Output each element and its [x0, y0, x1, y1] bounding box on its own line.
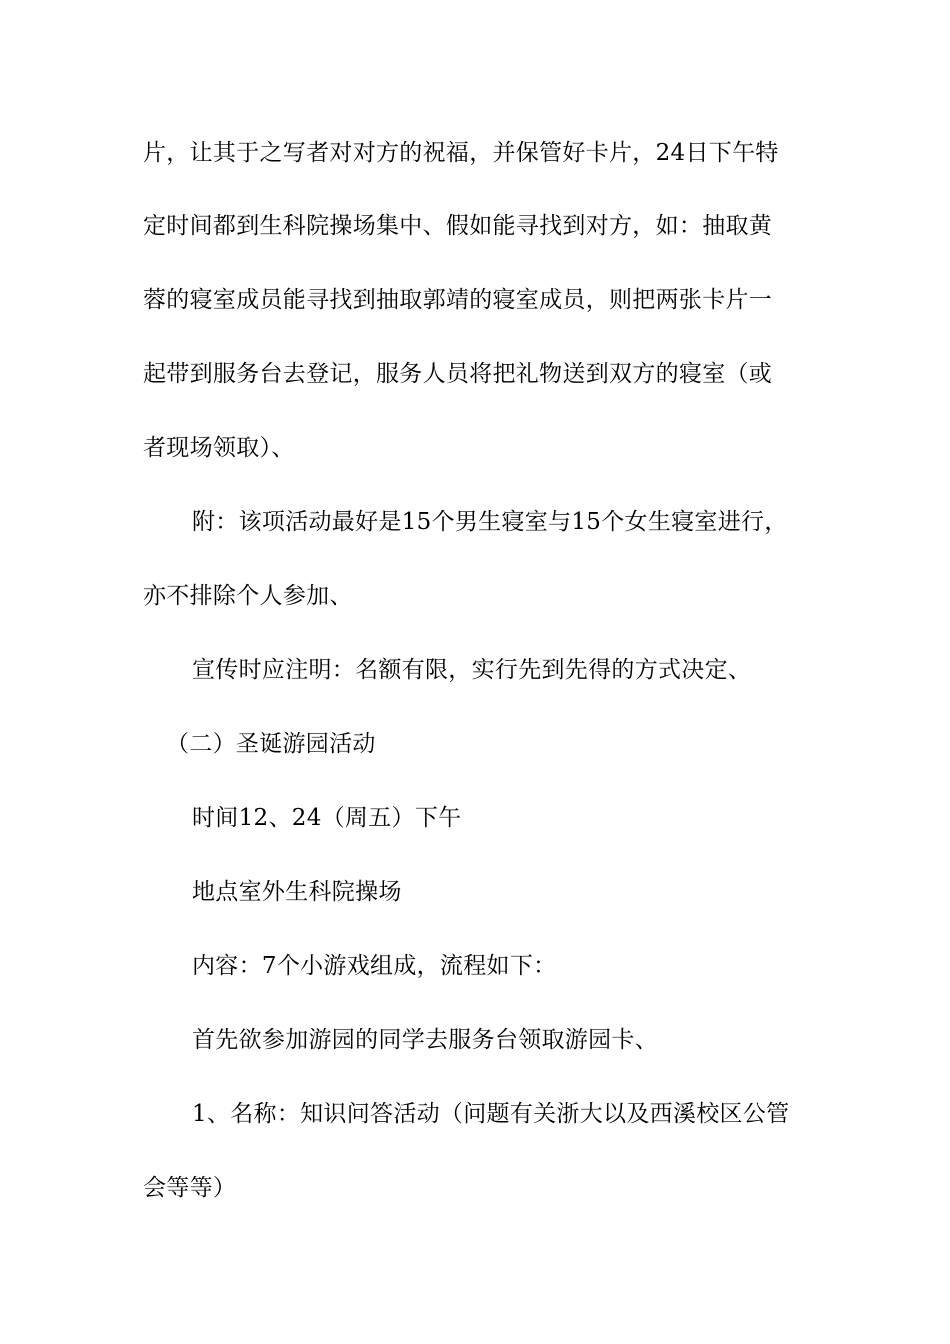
paragraph-line: 首先欲参加游园的同学去服务台领取游园卡、: [192, 1027, 658, 1053]
paragraph-line: 定时间都到生科院操场集中、假如能寻找到对方，如：抽取黄: [143, 213, 773, 239]
paragraph-line: 起带到服务台去登记，服务人员将把礼物送到双方的寝室（或: [143, 361, 773, 387]
section-heading: （二）圣诞游园活动: [166, 731, 376, 757]
paragraph-line: 片，让其于之写者对对方的祝福，并保管好卡片，24日下午特: [143, 140, 779, 166]
paragraph-line: 1、名称：知识问答活动（问题有关浙大以及西溪校区公管: [192, 1101, 790, 1127]
paragraph-line: 亦不排除个人参加、: [143, 583, 353, 609]
paragraph-line: 时间12、24（周五）下午: [192, 805, 462, 831]
paragraph-line: 附：该项活动最好是15个男生寝室与15个女生寝室进行，: [192, 509, 788, 535]
paragraph-line: 蓉的寝室成员能寻找到抽取郭靖的寝室成员，则把两张卡片一: [143, 287, 773, 313]
paragraph-line: 地点室外生科院操场: [192, 879, 402, 905]
paragraph-line: 者现场领取）、: [143, 435, 295, 461]
paragraph-line: 内容：7个小游戏组成，流程如下：: [192, 953, 557, 979]
paragraph-line: 会等等）: [143, 1175, 237, 1201]
paragraph-line: 宣传时应注明：名额有限，实行先到先得的方式决定、: [192, 657, 752, 683]
